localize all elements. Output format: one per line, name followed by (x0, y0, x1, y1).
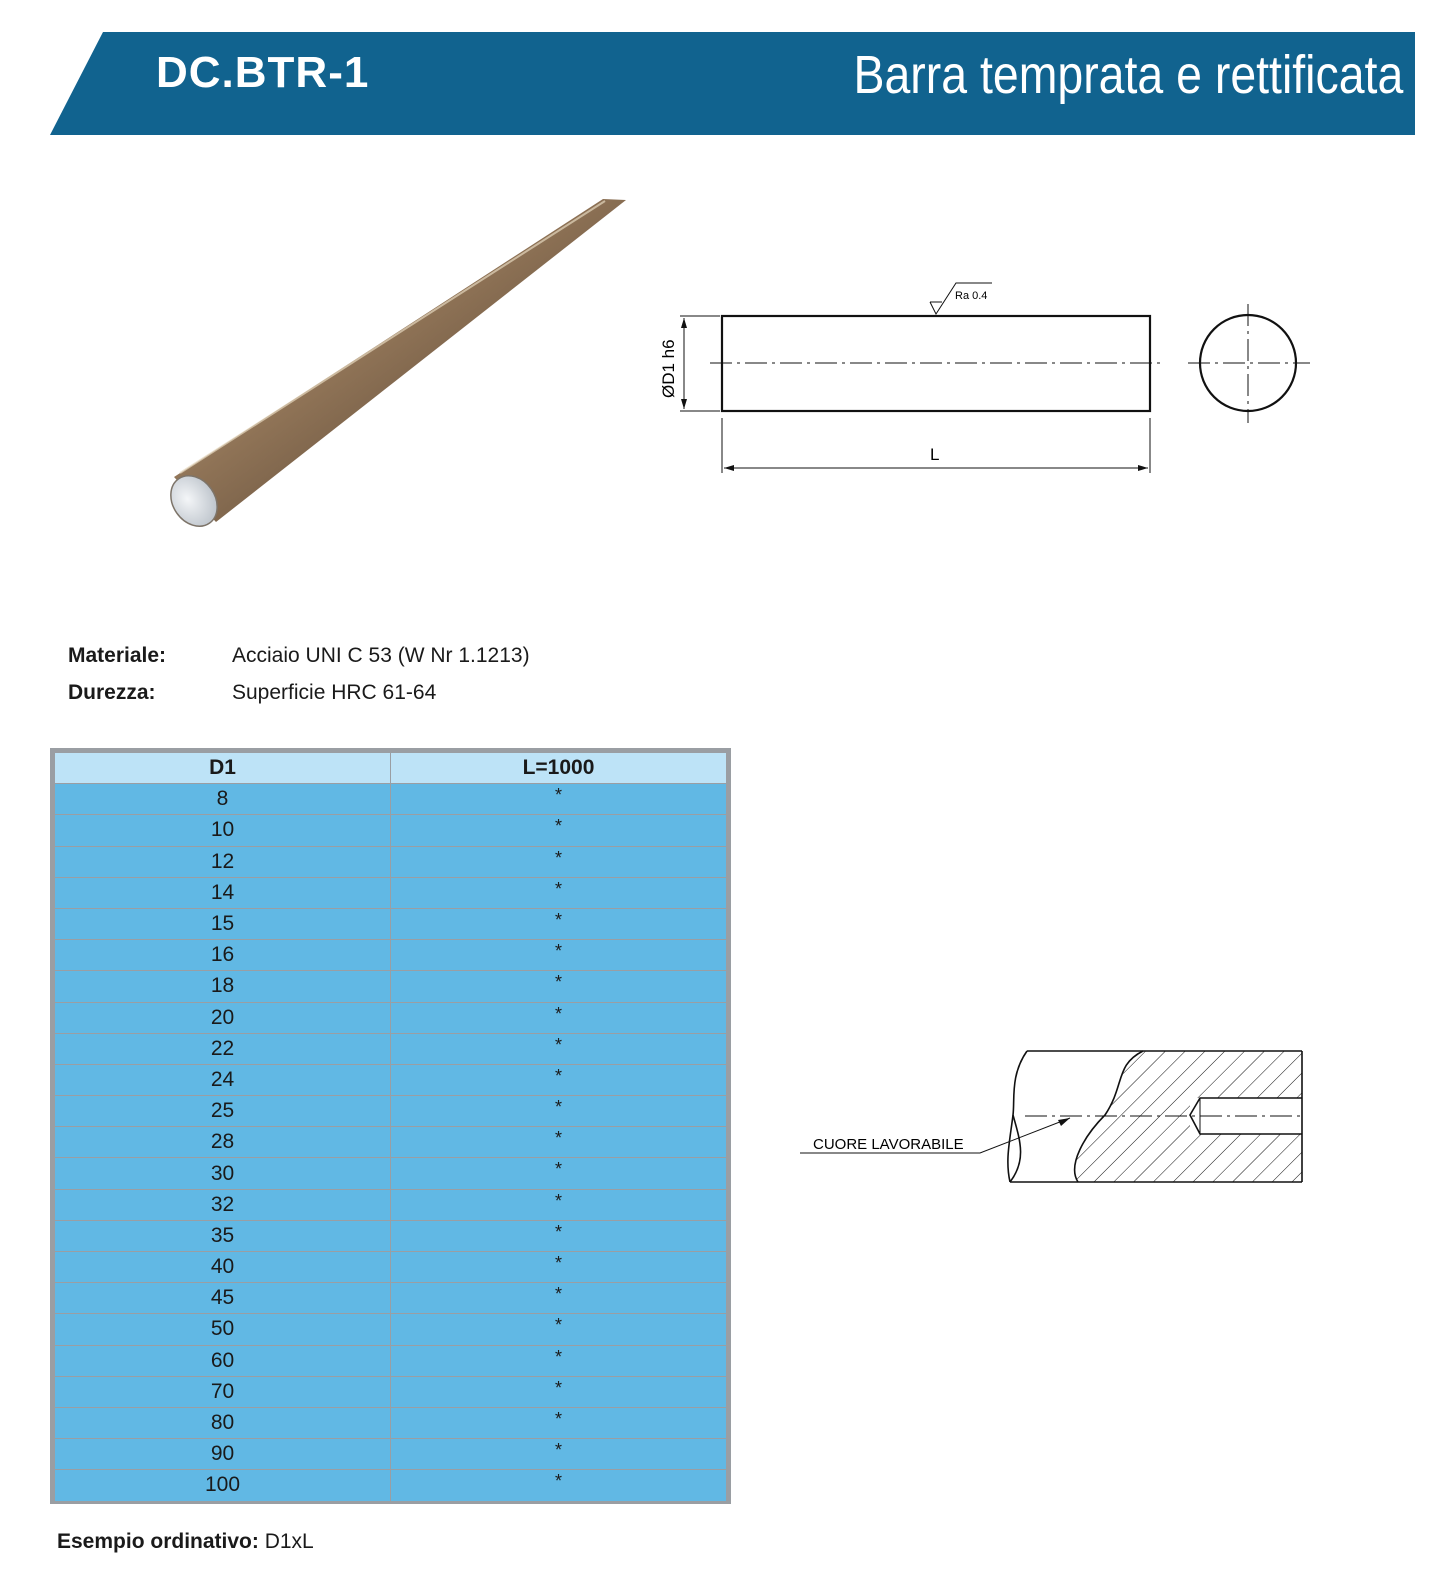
cell-d1: 40 (55, 1252, 391, 1283)
cell-d1: 25 (55, 1096, 391, 1127)
length-label: L (930, 445, 940, 464)
cell-length-availability: * (391, 1439, 727, 1470)
cell-d1: 22 (55, 1033, 391, 1064)
table-row (55, 1033, 727, 1064)
cell-length-availability: * (391, 1345, 727, 1376)
cell-d1: 18 (55, 971, 391, 1002)
cell-d1: 14 (55, 877, 391, 908)
cell-length-availability: * (391, 1470, 727, 1501)
cell-length-availability: * (391, 815, 727, 846)
cell-length-availability: * (391, 1314, 727, 1345)
order-example-value: D1xL (264, 1530, 314, 1553)
cell-d1: 60 (55, 1345, 391, 1376)
cell-d1: 45 (55, 1283, 391, 1314)
spec-hardness-label: Durezza: (68, 681, 156, 704)
table-row (55, 1127, 727, 1158)
cell-d1: 15 (55, 908, 391, 939)
table-body (55, 784, 727, 1501)
table-row (55, 1252, 727, 1283)
cell-d1: 100 (55, 1470, 391, 1501)
section-label: CUORE LAVORABILE (813, 1136, 964, 1153)
dimensions-table-frame (50, 748, 731, 1504)
cell-length-availability: * (391, 1407, 727, 1438)
cell-d1: 24 (55, 1064, 391, 1095)
table-row (55, 1407, 727, 1438)
cell-d1: 8 (55, 784, 391, 815)
cell-d1: 80 (55, 1407, 391, 1438)
spec-material-label: Materiale: (68, 644, 167, 667)
cell-d1: 28 (55, 1127, 391, 1158)
cell-d1: 70 (55, 1376, 391, 1407)
cell-length-availability: * (391, 971, 727, 1002)
table-row (55, 1283, 727, 1314)
table-row (55, 1189, 727, 1220)
cell-length-availability: * (391, 1189, 727, 1220)
cell-length-availability: * (391, 1127, 727, 1158)
cell-length-availability: * (391, 940, 727, 971)
cell-d1: 32 (55, 1189, 391, 1220)
table-row (55, 1064, 727, 1095)
roughness-label: Ra 0.4 (955, 290, 988, 302)
technical-drawing (650, 278, 1320, 478)
table-row (55, 1158, 727, 1189)
table-row (55, 1470, 727, 1501)
dimensions-table (54, 752, 727, 1502)
table-row (55, 1220, 727, 1251)
cell-length-availability: * (391, 784, 727, 815)
diameter-label: ØD1 h6 (659, 339, 678, 398)
order-example-label: Esempio ordinativo: (57, 1530, 259, 1553)
section-drawing (795, 1045, 1315, 1190)
product-photo-rod (160, 195, 640, 540)
column-header-d1: D1 (55, 753, 391, 784)
column-header-length: L=1000 (391, 753, 727, 784)
product-code: DC.BTR-1 (156, 48, 370, 97)
spec-material-value: Acciaio UNI C 53 (W Nr 1.1213) (232, 644, 530, 667)
table-row (55, 1096, 727, 1127)
cell-d1: 20 (55, 1002, 391, 1033)
cell-length-availability: * (391, 1033, 727, 1064)
table-row (55, 846, 727, 877)
cell-d1: 90 (55, 1439, 391, 1470)
table-row (55, 1439, 727, 1470)
cell-length-availability: * (391, 1064, 727, 1095)
header-band (0, 0, 1445, 140)
page-title: Barra temprata e rettificata (853, 45, 1403, 105)
table-row (55, 971, 727, 1002)
table-row (55, 815, 727, 846)
table-row (55, 940, 727, 971)
cell-length-availability: * (391, 908, 727, 939)
cell-d1: 30 (55, 1158, 391, 1189)
cell-d1: 10 (55, 815, 391, 846)
cell-length-availability: * (391, 1376, 727, 1407)
table-row (55, 784, 727, 815)
cell-length-availability: * (391, 1158, 727, 1189)
table-row (55, 1376, 727, 1407)
order-example (57, 1530, 314, 1554)
table-row (55, 1002, 727, 1033)
cell-d1: 12 (55, 846, 391, 877)
cell-length-availability: * (391, 1002, 727, 1033)
cell-d1: 35 (55, 1220, 391, 1251)
table-row (55, 877, 727, 908)
cell-length-availability: * (391, 1252, 727, 1283)
cell-length-availability: * (391, 846, 727, 877)
table-row (55, 1314, 727, 1345)
table-row (55, 908, 727, 939)
cell-d1: 16 (55, 940, 391, 971)
cell-d1: 50 (55, 1314, 391, 1345)
spec-hardness-value: Superficie HRC 61-64 (232, 681, 437, 704)
cell-length-availability: * (391, 1096, 727, 1127)
cell-length-availability: * (391, 877, 727, 908)
cell-length-availability: * (391, 1220, 727, 1251)
cell-length-availability: * (391, 1283, 727, 1314)
table-row (55, 1345, 727, 1376)
table-header-row (55, 753, 727, 784)
